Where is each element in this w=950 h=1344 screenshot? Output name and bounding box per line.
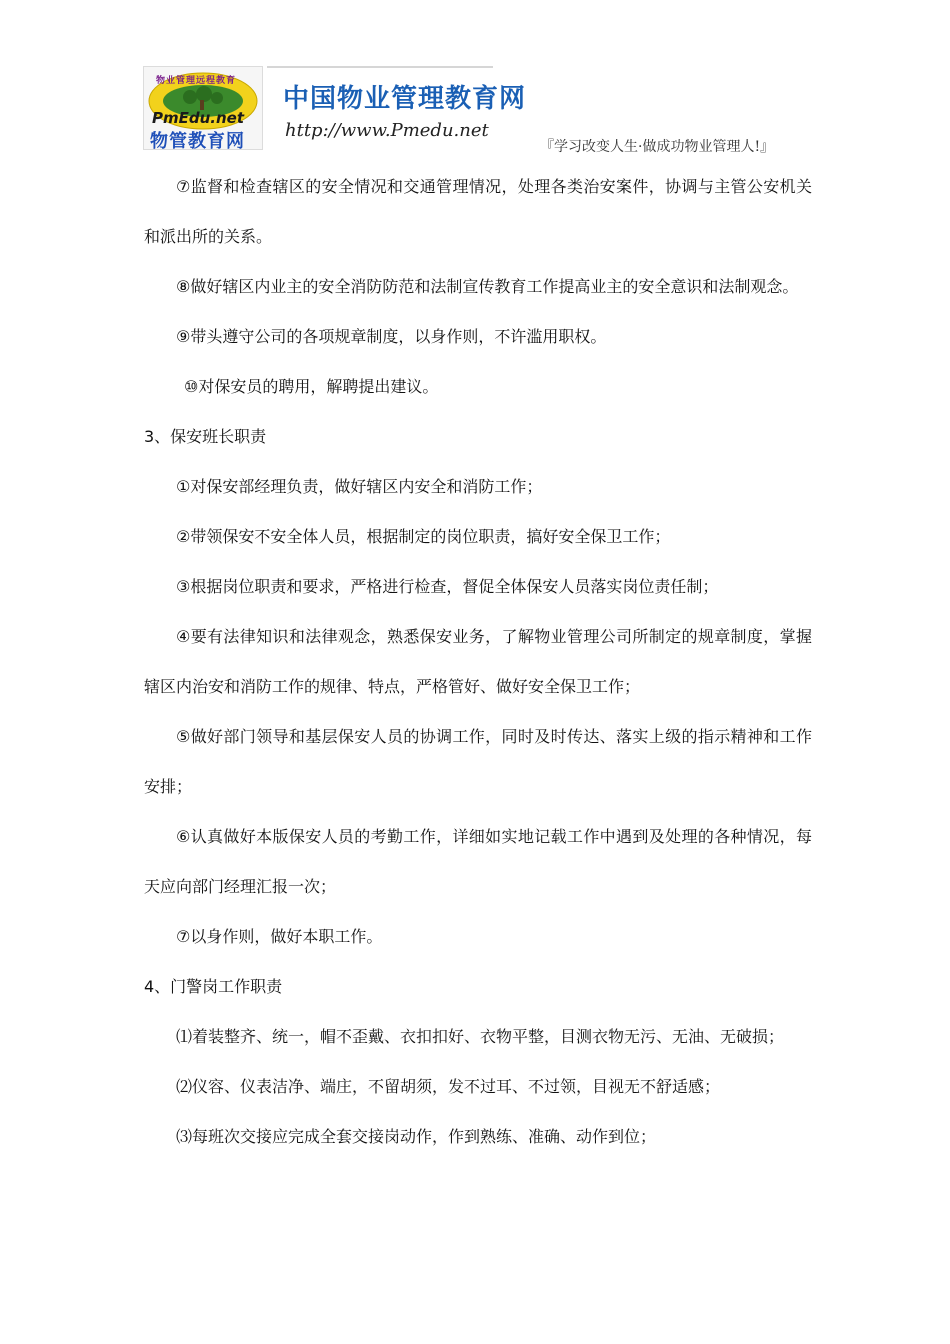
section-heading-gate-guard: 4、门警岗工作职责 bbox=[144, 977, 283, 996]
leader-duty-3: ③根据岗位职责和要求，严格进行检查，督促全体保安人员落实岗位责任制； bbox=[176, 577, 719, 596]
brand-banner[interactable] bbox=[267, 66, 527, 150]
section-heading-squad-leader: 3、保安班长职责 bbox=[144, 427, 267, 446]
brand-title: 中国物业管理教育网 bbox=[283, 84, 527, 114]
leader-duty-1: ①对保安部经理负责，做好辖区内安全和消防工作； bbox=[176, 477, 543, 496]
duty-item-9: ⑨带头遵守公司的各项规章制度，以身作则，不许滥用职权。 bbox=[176, 327, 607, 346]
brand-url[interactable]: http://www.Pmedu.net bbox=[285, 120, 489, 141]
leader-duty-4: ④要有法律知识和法律观念，熟悉保安业务，了解物业管理公司所制定的规章制度，掌握辖区内治安和消防工作的规律、特点，严格管好、做好安全保卫工作； bbox=[144, 627, 812, 696]
gate-duty-2: ⑵仪容、仪表洁净、端庄，不留胡须，发不过耳、不过领，目视无不舒适感； bbox=[176, 1077, 721, 1096]
logo-ring-text: 物业管理远程教育 bbox=[156, 76, 237, 86]
duty-item-8: ⑧做好辖区内业主的安全消防防范和法制宣传教育工作提高业主的安全意识和法制观念。 bbox=[176, 277, 799, 296]
leader-duty-7: ⑦以身作则，做好本职工作。 bbox=[176, 927, 383, 946]
site-header bbox=[143, 66, 527, 150]
leader-duty-5: ⑤做好部门领导和基层保安人员的协调工作，同时及时传达、落实上级的指示精神和工作安排； bbox=[144, 727, 812, 796]
gate-duty-1: ⑴着装整齐、统一，帽不歪戴、衣扣扣好、衣物平整，目测衣物无污、无油、无破损； bbox=[176, 1027, 785, 1046]
duty-item-7: ⑦监督和检查辖区的安全情况和交通管理情况，处理各类治安案件，协调与主管公安机关和派出所的关系。 bbox=[144, 177, 812, 246]
logo-wordmark: PmEdu.net bbox=[152, 109, 245, 127]
site-logo[interactable] bbox=[143, 66, 263, 150]
gate-duty-3: ⑶每班次交接应完成全套交接岗动作，作到熟练、准确、动作到位； bbox=[176, 1127, 657, 1146]
logo-caption: 物管教育网 bbox=[150, 131, 245, 150]
document-body bbox=[144, 162, 812, 1162]
header-slogan: 『学习改变人生·做成功物业管理人!』 bbox=[540, 139, 775, 155]
duty-item-10: ⑩对保安员的聘用，解聘提出建议。 bbox=[184, 377, 439, 396]
leader-duty-2: ②带领保安不安全体人员，根据制定的岗位职责，搞好安全保卫工作； bbox=[176, 527, 671, 546]
leader-duty-6: ⑥认真做好本版保安人员的考勤工作，详细如实地记载工作中遇到及处理的各种情况，每天应向部门经理汇报一次； bbox=[144, 827, 812, 896]
